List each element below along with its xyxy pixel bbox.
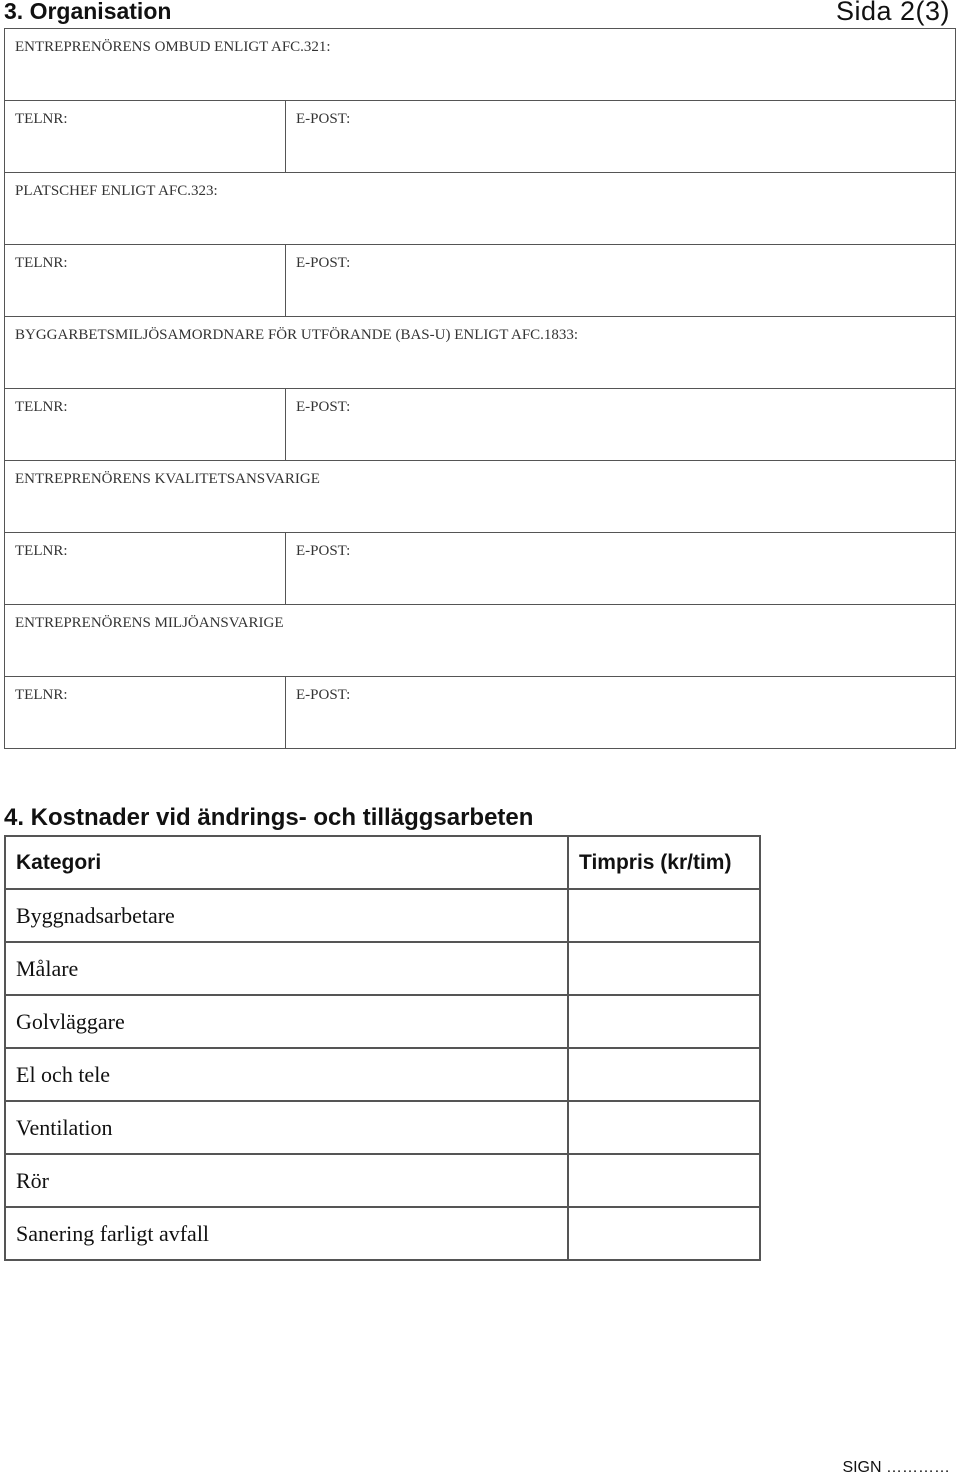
org-role-label: BYGGARBETSMILJÖSAMORDNARE FÖR UTFÖRANDE (BAS-U) ENLIGT AFC.1833:	[15, 327, 579, 343]
rate-field[interactable]	[568, 889, 760, 942]
rate-field[interactable]	[568, 942, 760, 995]
category-cell: El och tele	[5, 1048, 568, 1101]
telnr-field[interactable]	[5, 389, 286, 461]
org-title-row	[5, 605, 956, 677]
category-cell: Byggnadsarbetare	[5, 889, 568, 942]
table-row	[5, 1101, 760, 1154]
category-cell: Golvläggare	[5, 995, 568, 1048]
org-role-field[interactable]	[5, 29, 956, 101]
org-role-field[interactable]	[5, 173, 956, 245]
telnr-label: TELNR:	[15, 543, 68, 559]
section-3-heading: 3. Organisation	[4, 0, 172, 24]
rate-field[interactable]	[568, 1101, 760, 1154]
telnr-field[interactable]	[5, 677, 286, 749]
org-role-label: PLATSCHEF ENLIGT AFC.323:	[15, 183, 218, 199]
column-header-rate: Timpris (kr/tim)	[568, 836, 760, 889]
email-field[interactable]	[286, 101, 956, 173]
rate-field[interactable]	[568, 1207, 760, 1260]
org-role-field[interactable]	[5, 605, 956, 677]
org-title-row	[5, 29, 956, 101]
email-label: E-POST:	[296, 687, 351, 703]
email-field[interactable]	[286, 389, 956, 461]
category-cell: Ventilation	[5, 1101, 568, 1154]
email-field[interactable]	[286, 245, 956, 317]
telnr-label: TELNR:	[15, 399, 68, 415]
table-row	[5, 889, 760, 942]
table-row	[5, 942, 760, 995]
telnr-label: TELNR:	[15, 687, 68, 703]
column-header-category: Kategori	[5, 836, 568, 889]
table-row	[5, 1048, 760, 1101]
telnr-field[interactable]	[5, 101, 286, 173]
rate-field[interactable]	[568, 1154, 760, 1207]
rate-field[interactable]	[568, 995, 760, 1048]
org-contact-row	[5, 677, 956, 749]
rate-field[interactable]	[568, 1048, 760, 1101]
email-label: E-POST:	[296, 399, 351, 415]
signature-line[interactable]: SIGN …………	[842, 1459, 950, 1476]
email-field[interactable]	[286, 677, 956, 749]
org-role-label: ENTREPRENÖRENS OMBUD ENLIGT AFC.321:	[15, 39, 331, 55]
category-cell: Målare	[5, 942, 568, 995]
table-row	[5, 995, 760, 1048]
cost-table-header	[5, 836, 760, 889]
table-row	[5, 1154, 760, 1207]
org-title-row	[5, 173, 956, 245]
section-4-heading: 4. Kostnader vid ändrings- och tilläggsarbeten	[4, 804, 534, 831]
org-contact-row	[5, 389, 956, 461]
organisation-table	[4, 28, 956, 749]
category-cell: Rör	[5, 1154, 568, 1207]
cost-table	[4, 835, 761, 1261]
email-label: E-POST:	[296, 543, 351, 559]
org-contact-row	[5, 245, 956, 317]
email-field[interactable]	[286, 533, 956, 605]
org-role-label: ENTREPRENÖRENS MILJÖANSVARIGE	[15, 615, 284, 631]
email-label: E-POST:	[296, 111, 351, 127]
category-cell: Sanering farligt avfall	[5, 1207, 568, 1260]
table-row	[5, 1207, 760, 1260]
telnr-label: TELNR:	[15, 255, 68, 271]
telnr-label: TELNR:	[15, 111, 68, 127]
org-role-label: ENTREPRENÖRENS KVALITETSANSVARIGE	[15, 471, 320, 487]
email-label: E-POST:	[296, 255, 351, 271]
org-role-field[interactable]	[5, 461, 956, 533]
org-title-row	[5, 461, 956, 533]
org-contact-row	[5, 101, 956, 173]
org-title-row	[5, 317, 956, 389]
org-role-field[interactable]	[5, 317, 956, 389]
telnr-field[interactable]	[5, 245, 286, 317]
telnr-field[interactable]	[5, 533, 286, 605]
page-number: Sida 2(3)	[835, 0, 950, 26]
org-contact-row	[5, 533, 956, 605]
